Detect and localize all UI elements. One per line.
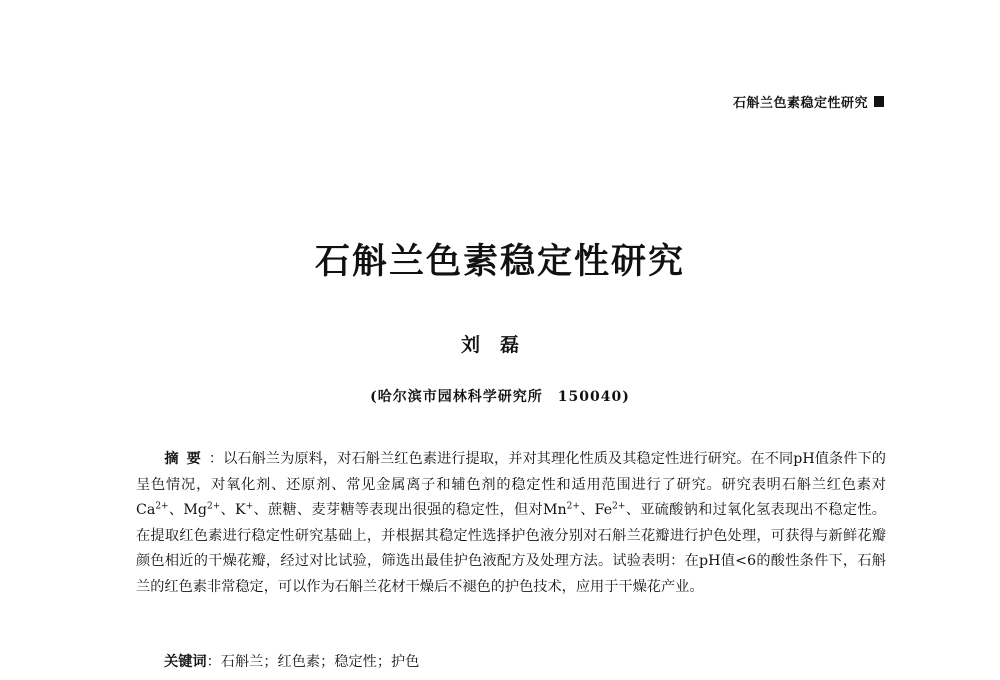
abstract-text-k: 、K [220, 502, 246, 519]
abstract-text-3: 、亚硫酸钠和过氧化氢表现出不稳定性。在提取红色素进行稳定性研究基础上，并根据其稳定性选择护色液分别对石斛兰花瓣进行护色处理，可获得与新鲜花瓣颜色相近的干燥花瓣，经过对比试验，筛选出最佳护色液配方及处理方法。试验表明：在pH值<6的酸性条件下，石斛兰的红色素非常稳定，可以作为石斛兰花材干燥后不褪色的护色技术，应用于干燥花产业。 [136, 502, 886, 595]
abstract-label: 摘要 [164, 451, 209, 467]
running-head-title: 石斛兰色素稳定性研究 [732, 96, 868, 111]
abstract-sup-fe: 2+ [612, 501, 626, 512]
keywords-items: 石斛兰；红色素；稳定性；护色 [220, 654, 420, 670]
abstract: 摘要：以石斛兰为原料，对石斛兰红色素进行提取，并对其理化性质及其稳定性进行研究。在不同pH值条件下的呈色情况，对氧化剂、还原剂、常见金属离子和辅色剂的稳定性和适用范围进行了研究。研究表明石斛兰红色素对$Ca^{2+}$、$Mg^{2+}$、K+、蔗糖、麦芽糖等表现出很强的稳定性，但对$Mn^{2+}$、$Fe^{2+}$、亚硫酸钠和过氧化氢表现出不稳定性。在提取红色素进行稳定性研究基础上，并根据其稳定性选择护色液分别对石斛兰花瓣进行护色处理，可获得与新鲜花瓣颜色相近的干燥花瓣，经过对比试验，筛选出最佳护色液配方及处理方法。试验表明：在pH值<6的酸性条件下，石斛兰的红色素非常稳定，可以作为石斛兰花材干燥后不褪色的护色技术，应用于干燥花产业。 [136, 451, 886, 595]
paper-title: 石斛兰色素稳定性研究 [314, 241, 685, 282]
affiliation: (哈尔滨市园林科学研究所 150040) [370, 389, 630, 405]
abstract-sup-ca: 2+ [155, 501, 169, 512]
square-mark-icon [874, 96, 884, 107]
abstract-text-1: 以石斛兰为原料，对石斛兰红色素进行提取，并对其理化性质及其稳定性进行研究。在不同pH值条件下的呈色情况，对氧化剂、还原剂、常见金属离子和辅色剂的稳定性和适用范围进行了研究。研究表明石斛兰红色素对Ca [136, 451, 886, 519]
running-head [733, 92, 884, 111]
abstract-sup-mn: 2+ [566, 501, 580, 512]
author-name: 刘磊 [460, 334, 539, 356]
abstract-sup-k: + [245, 501, 254, 512]
keywords: 关键词：石斛兰；红色素；稳定性；护色 [164, 654, 420, 670]
keywords-label: 关键词 [164, 654, 207, 670]
abstract-text-2: 、蔗糖、麦芽糖等表现出很强的稳定性，但对Mn [253, 502, 567, 519]
abstract-sup-mg: 2+ [206, 501, 221, 512]
abstract-text-fe: 、Fe [579, 502, 613, 519]
abstract-text-mg: 、Mg [168, 502, 207, 519]
